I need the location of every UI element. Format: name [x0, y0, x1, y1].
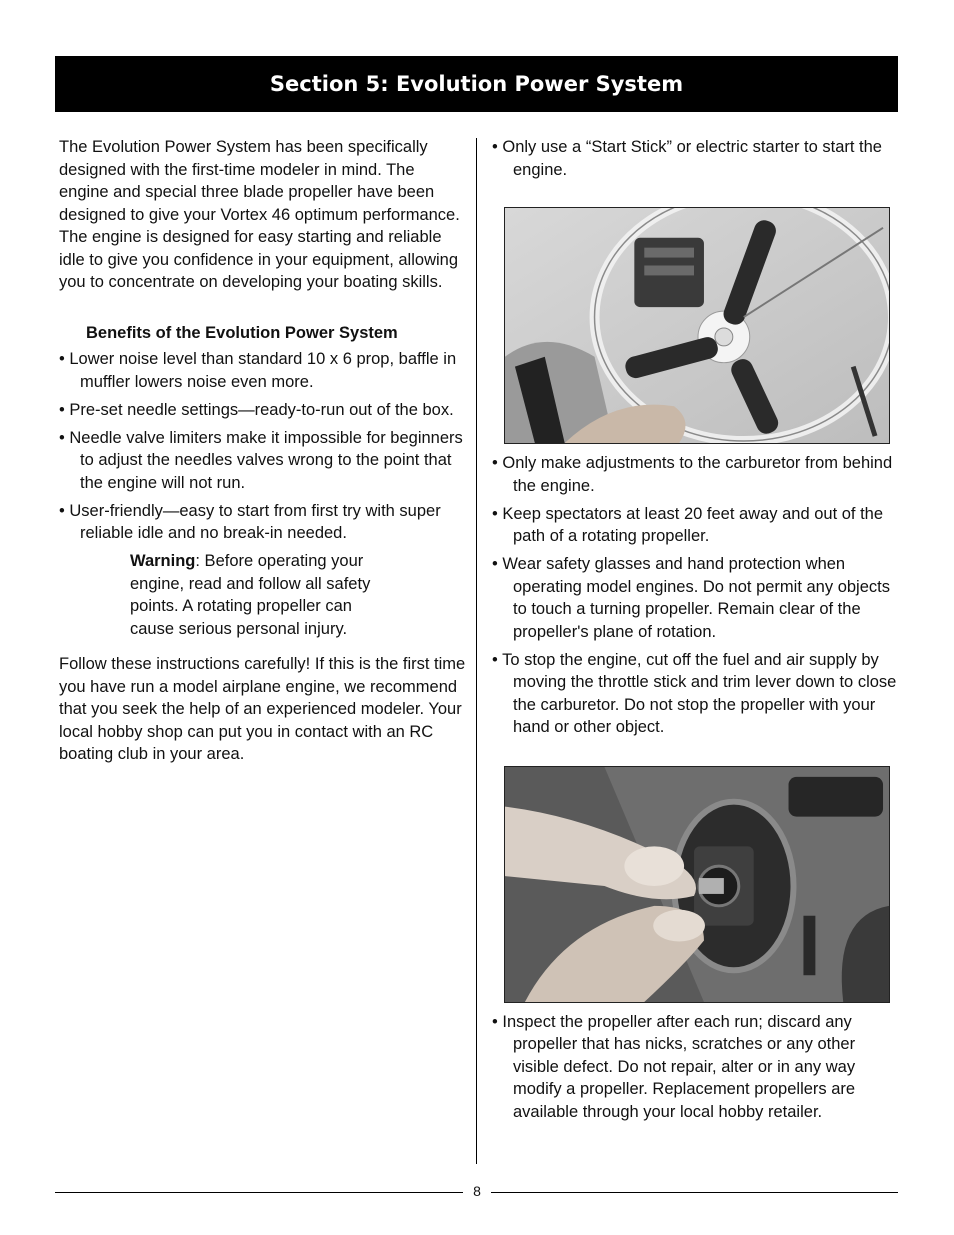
safety-item: • Keep spectators at least 20 feet away and out of the path of a rotating propeller. — [492, 504, 884, 545]
safety-item: • Only use a “Start Stick” or electric starter to start the engine. — [492, 138, 882, 179]
page-number: 8 — [473, 1183, 481, 1199]
benefit-item: • Needle valve limiters make it impossible for beginners to adjust the needles valves wrong to the point that the engine will not run. — [59, 428, 463, 492]
safety-item: • Only make adjustments to the carburetor from behind the engine. — [492, 454, 893, 495]
safety-item: • Inspect the propeller after each run; discard any propeller that has nicks, scratches or any other visible defect. Do not repair, alter or in any way modify a propeller. Replacement propellers are available through your local hobby retailer. — [492, 1012, 856, 1121]
safety-list-bottom — [492, 1011, 900, 1124]
footer-rule-left — [55, 1192, 463, 1193]
safety-item: • To stop the engine, cut off the fuel and air supply by moving the throttle stick and trim lever down to close the carburetor. Do not stop the propeller with your hand or other object. — [492, 650, 897, 736]
footer-rule-right — [491, 1192, 898, 1193]
warning-text: : Before operating your engine, read and follow all safety points. A rotating propeller can cause serious personal injury. — [130, 552, 371, 638]
benefit-item: • Lower noise level than standard 10 x 6 prop, baffle in muffler lowers noise even more. — [59, 350, 457, 391]
needle-adjust-illustration — [505, 767, 889, 1002]
safety-item: • Wear safety glasses and hand protection when operating model engines. Do not permit any objects to touch a turning propeller. Remain clear of the propeller's plane of rotation. — [492, 555, 890, 641]
warning-label: Warning — [130, 552, 196, 570]
left-column — [59, 136, 467, 766]
benefit-item: • User-friendly—easy to start from first try with super reliable idle and no break-in needed. — [59, 501, 441, 542]
benefits-list — [59, 348, 467, 545]
needle-adjust-photo — [504, 766, 890, 1003]
safety-list-top — [492, 136, 900, 181]
section-header — [55, 56, 898, 112]
benefit-item: • Pre-set needle settings—ready-to-run out of the box. — [59, 400, 454, 419]
engine-propeller-illustration — [505, 208, 889, 443]
intro-paragraph: The Evolution Power System has been specifically designed with the first-time modeler in mind. The engine and special three blade propeller have been designed to give your Vortex 46 optimum performance. The engine is designed for easy starting and reliable idle to give you confidence in your equipment, allowing you to concentrate on developing your boating skills. — [59, 138, 460, 291]
benefits-title: Benefits of the Evolution Power System — [86, 323, 398, 342]
right-column — [492, 136, 900, 1129]
warning-note — [130, 550, 395, 640]
engine-propeller-photo — [504, 207, 890, 444]
safety-list-middle — [492, 452, 900, 739]
section-title: Section 5: Evolution Power System — [269, 72, 684, 96]
follow-instructions-paragraph: Follow these instructions carefully! If this is the first time you have run a model airplane engine, we recommend that you seek the help of an experienced modeler. Your local hobby shop can put you in contact with an RC boating club in your area. — [59, 655, 466, 763]
column-divider — [476, 138, 477, 1164]
